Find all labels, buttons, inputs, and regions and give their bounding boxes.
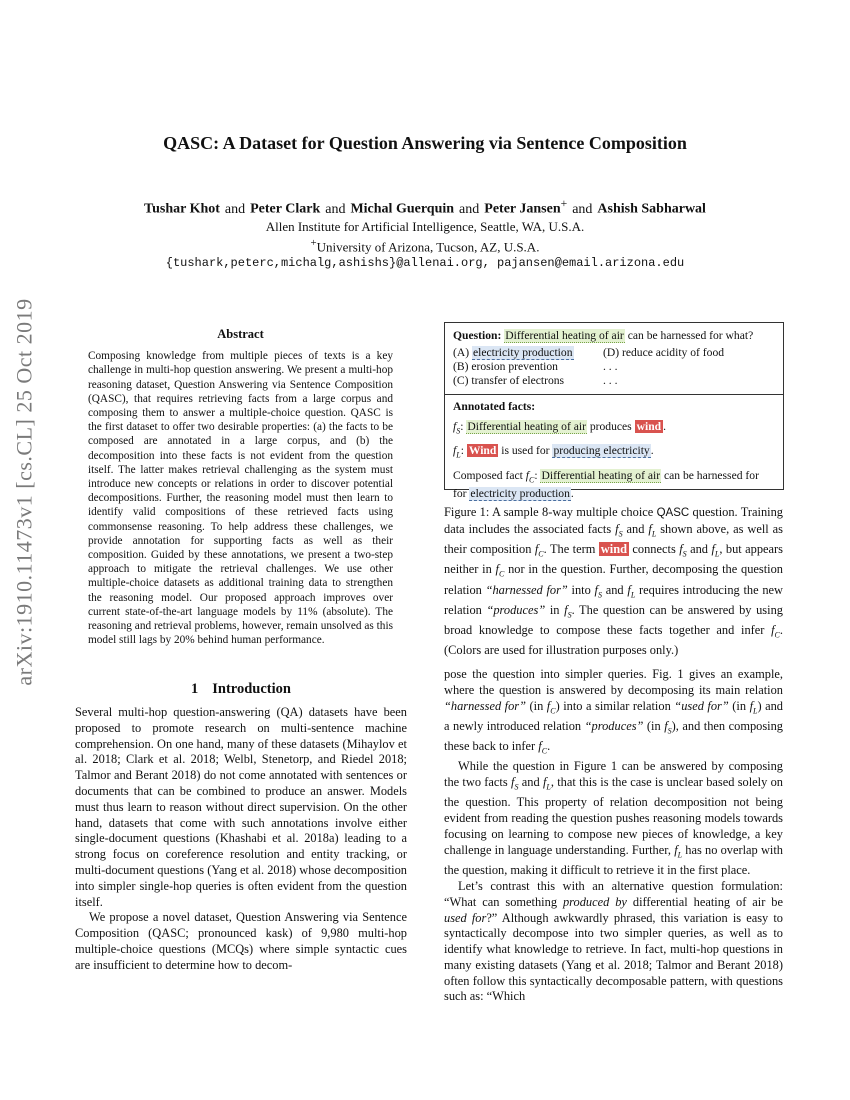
figure-question: Question: Differential heating of air can be harnessed for what? xyxy=(453,329,754,342)
annotated-facts-label: Annotated facts: xyxy=(453,400,536,413)
author-names: Tushar Khot and Peter Clark and Michal Guerquin and Peter Jansen+ and Ashish Sabharwal xyxy=(144,197,706,217)
option-ellipsis: . . . xyxy=(603,374,618,387)
option-d: (D) reduce acidity of food xyxy=(603,346,725,359)
intro-heading: 1 Introduction xyxy=(191,681,291,697)
abstract-section xyxy=(88,327,393,647)
figure-divider xyxy=(445,394,783,395)
fact-fc: Composed fact $f_C$: Differential heating of air can be harnessed for for electricity production. xyxy=(453,468,759,500)
author-block xyxy=(60,195,790,272)
option-ellipsis: . . . xyxy=(603,360,618,373)
figure-1-caption: Figure 1: A sample 8-way multiple choice QASC question. Training data includes the associated facts $f_S$ and $f_L$ shown above, as well as their composition $f_C$. The term wind connects $f_S$ and $f_L$, but appears neither in $f_C$ nor in the question. Further, decomposing the question relation “harnessed for” into $f_S$ and $f_L$ requires introducing the new relation “produces” in $f_S$. The question can be answered by using broad knowledge to compose these facts together and infer $f_C$. (Colors are used for illustration purposes only.) xyxy=(444,505,784,658)
arxiv-id: arXiv:1910.11473v1 [cs.CL] 25 Oct 2019 xyxy=(12,298,37,686)
arxiv-sidebar-stamp xyxy=(4,292,46,692)
figure-1-box xyxy=(444,322,784,500)
abstract-heading: Abstract xyxy=(217,327,264,341)
author-name: Tushar Khot xyxy=(144,201,220,217)
option-a: (A) electricity production xyxy=(453,346,573,359)
right-paragraph-1: pose the question into simpler queries. Fig. 1 gives an example, where the question is answered by decomposing its main relation “harnessed for” (in $f_C$) into a similar relation “used for” (in $f_L$) and a newly introduced relation “produces” (in $f_S$), and then composing these back to infer $f_C$. xyxy=(444,667,783,756)
right-paragraph-3: Let’s contrast this with an alternative question formulation: “What can something produced by differential heating of air be used for?” Although awkwardly phrased, this variation is easy to syntactically decompose into two simpler queries, as well as to identify what knowledge to retrieve. In fact, multi-hop questions in many existing datasets (Yang et al. 2018; Talmor and Berant 2018) often follow this syntactically decomposable pattern, with questions such as: “Which xyxy=(444,878,783,1004)
author-name: Michal Guerquin xyxy=(350,201,455,217)
intro-paragraph-1: Several multi-hop question-answering (QA) datasets have been proposed to promote research on multi-sentence machine comprehension. On one hand, many of these datasets (Mihaylov et al. 2018; Clark et al. 2018; Welbl, Stenetorp, and Riedel 2018; Talmor and Berant 2018) do not come annotated with sentences or documents that can be combined to produce an answer. Models must thus learn to reason without direct supervision. On the other hand, datasets that come with such annotations involve either single-document questions (Khashabi et al. 2018a) leading to a strong focus on coreference resolution and entity tracking, or multi-document questions (Yang et al. 2018) whose decomposition into simpler single-hop queries is often evident from the question itself. xyxy=(75,705,407,909)
option-b: (B) erosion prevention xyxy=(453,360,558,373)
right-column-body xyxy=(444,667,783,1005)
author-name: Peter Jansen xyxy=(484,201,561,217)
option-c: (C) transfer of electrons xyxy=(453,374,565,387)
fact-fl: $f_L$: Wind is used for producing electricity. xyxy=(453,444,654,460)
affiliation-arizona: +University of Arizona, Tucson, AZ, U.S.A. xyxy=(310,236,540,254)
fact-fs: $f_S$: Differential heating of air produces wind . xyxy=(453,420,667,436)
answer-options xyxy=(453,346,775,388)
author-name: Peter Clark xyxy=(250,201,321,217)
author-name: Ashish Sabharwal xyxy=(597,201,706,217)
author-emails: {tushark,peterc,michalg,ashishs}@allenai.org, pajansen@email.arizona.edu xyxy=(165,255,685,270)
paper-title: QASC: A Dataset for Question Answering via Sentence Composition xyxy=(163,133,687,153)
abstract-text: Composing knowledge from multiple pieces of texts is a key challenge in multi-hop question answering. We present a multi-hop reasoning dataset, Question Answering via Sentence Composition (QASC), that requires retrieving facts from a large corpus and composing them to answer a multiple-choice question. QASC is the first dataset to offer two desirable properties: (a) the facts to be composed are annotated in a large corpus, and (b) the decomposition into these facts is not evident from the question itself. The latter makes retrieval challenging as the system must introduce new concepts or relations in order to discover potential decompositions. Further, the reasoning model must then learn to identify valid compositions of these retrieved facts using commonsense reasoning. To help address these challenges, we provide annotation for supporting facts as well as their composition. Guided by these annotations, we present a two-step approach to mitigate the retrieval challenges. We use other multiple-choice datasets as additional training data to strengthen the reasoning model. Our proposed approach improves over current state-of-the-art language models by 11% (absolute). The reasoning and retrieval problems, however, remain unsolved as this model still lags by 20% behind human performance. xyxy=(88,350,393,647)
right-paragraph-2: While the question in Figure 1 can be answered by composing the two facts $f_S$ and $f_L$, that this is the case is unclear based solely on the question. This property of relation decomposition not being evident from reading the question pushes reasoning models towards focusing on learning to compose new pieces of knowledge, a key challenge in language understanding. Further, $f_L$ has no overlap with the question, making it difficult to retrieve it in the first place. xyxy=(444,759,783,878)
affiliation-ai2: Allen Institute for Artificial Intelligence, Seattle, WA, U.S.A. xyxy=(265,218,585,234)
intro-paragraph-2: We propose a novel dataset, Question Answering via Sentence Composition (QASC; pronounced kask) of 9,980 multi-hop multiple-choice questions (MCQs) where simple syntactic cues are insufficient to determine how to decom- xyxy=(75,910,407,972)
intro-body xyxy=(75,705,407,974)
